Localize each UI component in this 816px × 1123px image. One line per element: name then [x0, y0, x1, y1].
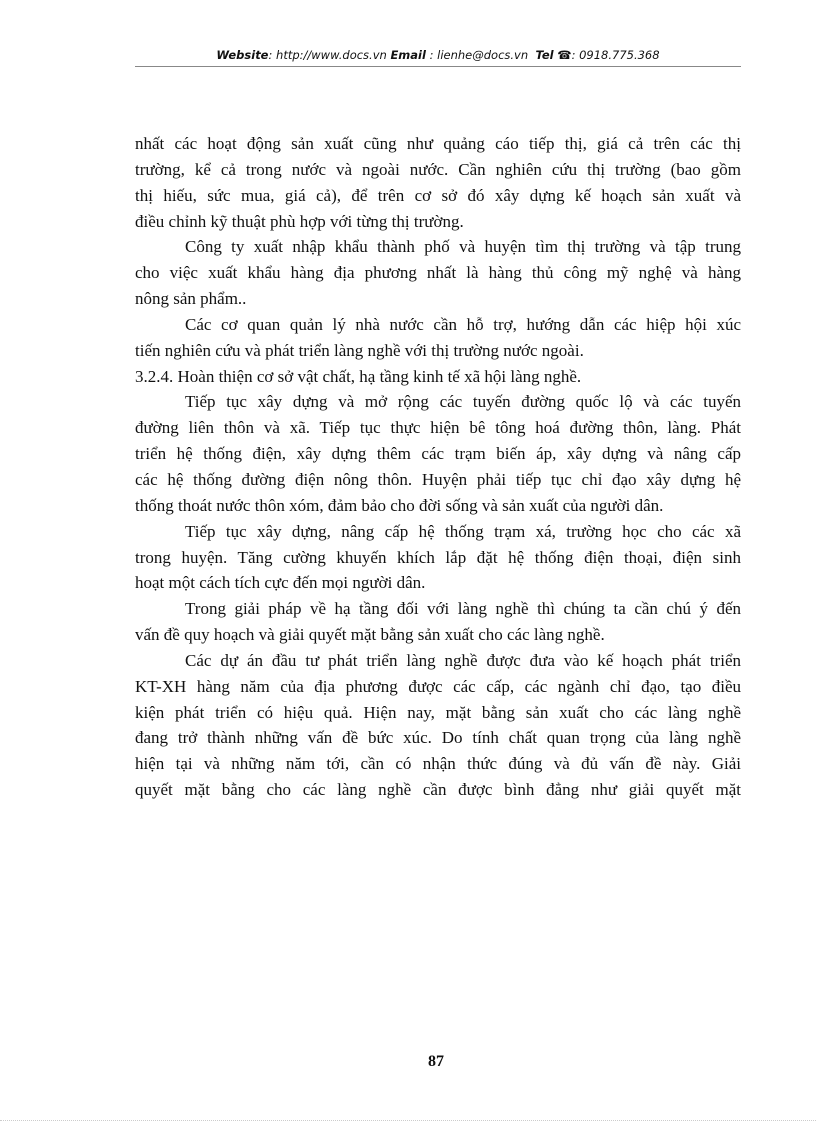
text-line: Tiếp tục xây dựng và mở rộng các tuyến đường quốc lộ và các tuyến	[185, 392, 741, 412]
text-line: Tiếp tục xây dựng, nâng cấp hệ thống trạm xá, trường học cho các xã	[185, 521, 741, 541]
text-line: đường liên thôn và xã. Tiếp tục thực hiện bê tông hoá đường thôn, làng. Phát	[135, 418, 741, 438]
text-line: kiện phát triển có hiệu quả. Hiện nay, mặt bằng sản xuất cho các làng nghề	[135, 702, 741, 722]
phone-icon: ☎	[557, 48, 572, 62]
text-line: trong huyện. Tăng cường khuyến khích lắp đặt hệ thống điện thoại, điện sinh	[135, 547, 741, 567]
text-line: các hệ thống đường điện nông thôn. Huyện phải tiếp tục chỉ đạo xây dựng hệ	[135, 469, 741, 489]
text-line: thống thoát nước thôn xóm, đảm bảo cho đời sống và sản xuất của người dân.	[135, 495, 664, 515]
footer-rule	[0, 1120, 816, 1121]
tel-value: : 0918.775.368	[571, 48, 660, 62]
website-value: : http://www.docs.vn	[268, 48, 387, 62]
email-label: Email	[390, 48, 426, 62]
text-line: Các dự án đầu tư phát triển làng nghề được đưa vào kế hoạch phát triển	[185, 650, 741, 670]
website-label: Website	[216, 48, 269, 62]
text-line: đang trở thành những vấn đề bức xúc. Do tính chất quan trọng của làng nghề	[135, 728, 741, 748]
text-line: hoạt một cách tích cực đến mọi người dân.	[135, 573, 426, 593]
text-line: Các cơ quan quản lý nhà nước cần hỗ trợ, hướng dẫn các hiệp hội xúc	[185, 314, 741, 334]
document-body	[135, 131, 741, 803]
text-line: quyết mặt bằng cho các làng nghề cần được bình đẳng như giải quyết mặt	[135, 780, 741, 800]
text-line: điều chỉnh kỹ thuật phù hợp với từng thị trường.	[135, 211, 464, 231]
page-header	[135, 48, 741, 62]
text-line: triển hệ thống điện, xây dựng thêm các trạm biến áp, xây dựng và nâng cấp	[135, 444, 741, 464]
text-line: nông sản phẩm..	[135, 289, 247, 309]
text-line: tiến nghiên cứu và phát triển làng nghề với thị trường nước ngoài.	[135, 340, 584, 360]
text-line: vấn đề quy hoạch và giải quyết mặt bằng sản xuất cho các làng nghề.	[135, 625, 605, 645]
tel-label: Tel	[535, 48, 554, 62]
text-line: Trong giải pháp về hạ tầng đối với làng nghề thì chúng ta cần chú ý đến	[185, 599, 741, 619]
email-value: : lienhe@docs.vn	[429, 48, 529, 62]
header-rule	[135, 66, 741, 67]
text-line: hiện tại và những năm tới, cần có nhận thức đúng và đủ vấn đề này. Giải	[135, 754, 741, 774]
text-line: Công ty xuất nhập khẩu thành phố và huyện tìm thị trường và tập trung	[185, 237, 741, 257]
text-line: trường, kể cả trong nước và ngoài nước. Cần nghiên cứu thị trường (bao gồm	[135, 159, 741, 179]
text-line: KT-XH hàng năm của địa phương được các cấp, các ngành chỉ đạo, tạo điều	[135, 676, 741, 696]
text-line: cho việc xuất khẩu hàng địa phương nhất là hàng thủ công mỹ nghệ và hàng	[135, 263, 741, 283]
text-line: nhất các hoạt động sản xuất cũng như quảng cáo tiếp thị, giá cả trên các thị	[135, 134, 741, 153]
text-line: thị hiếu, sức mua, giá cả), để trên cơ sở đó xây dựng kế hoạch sản xuất và	[135, 185, 741, 205]
page-number: 87	[428, 1053, 444, 1070]
section-heading: 3.2.4. Hoàn thiện cơ sở vật chất, hạ tầng kinh tế xã hội làng nghề.	[135, 366, 582, 386]
